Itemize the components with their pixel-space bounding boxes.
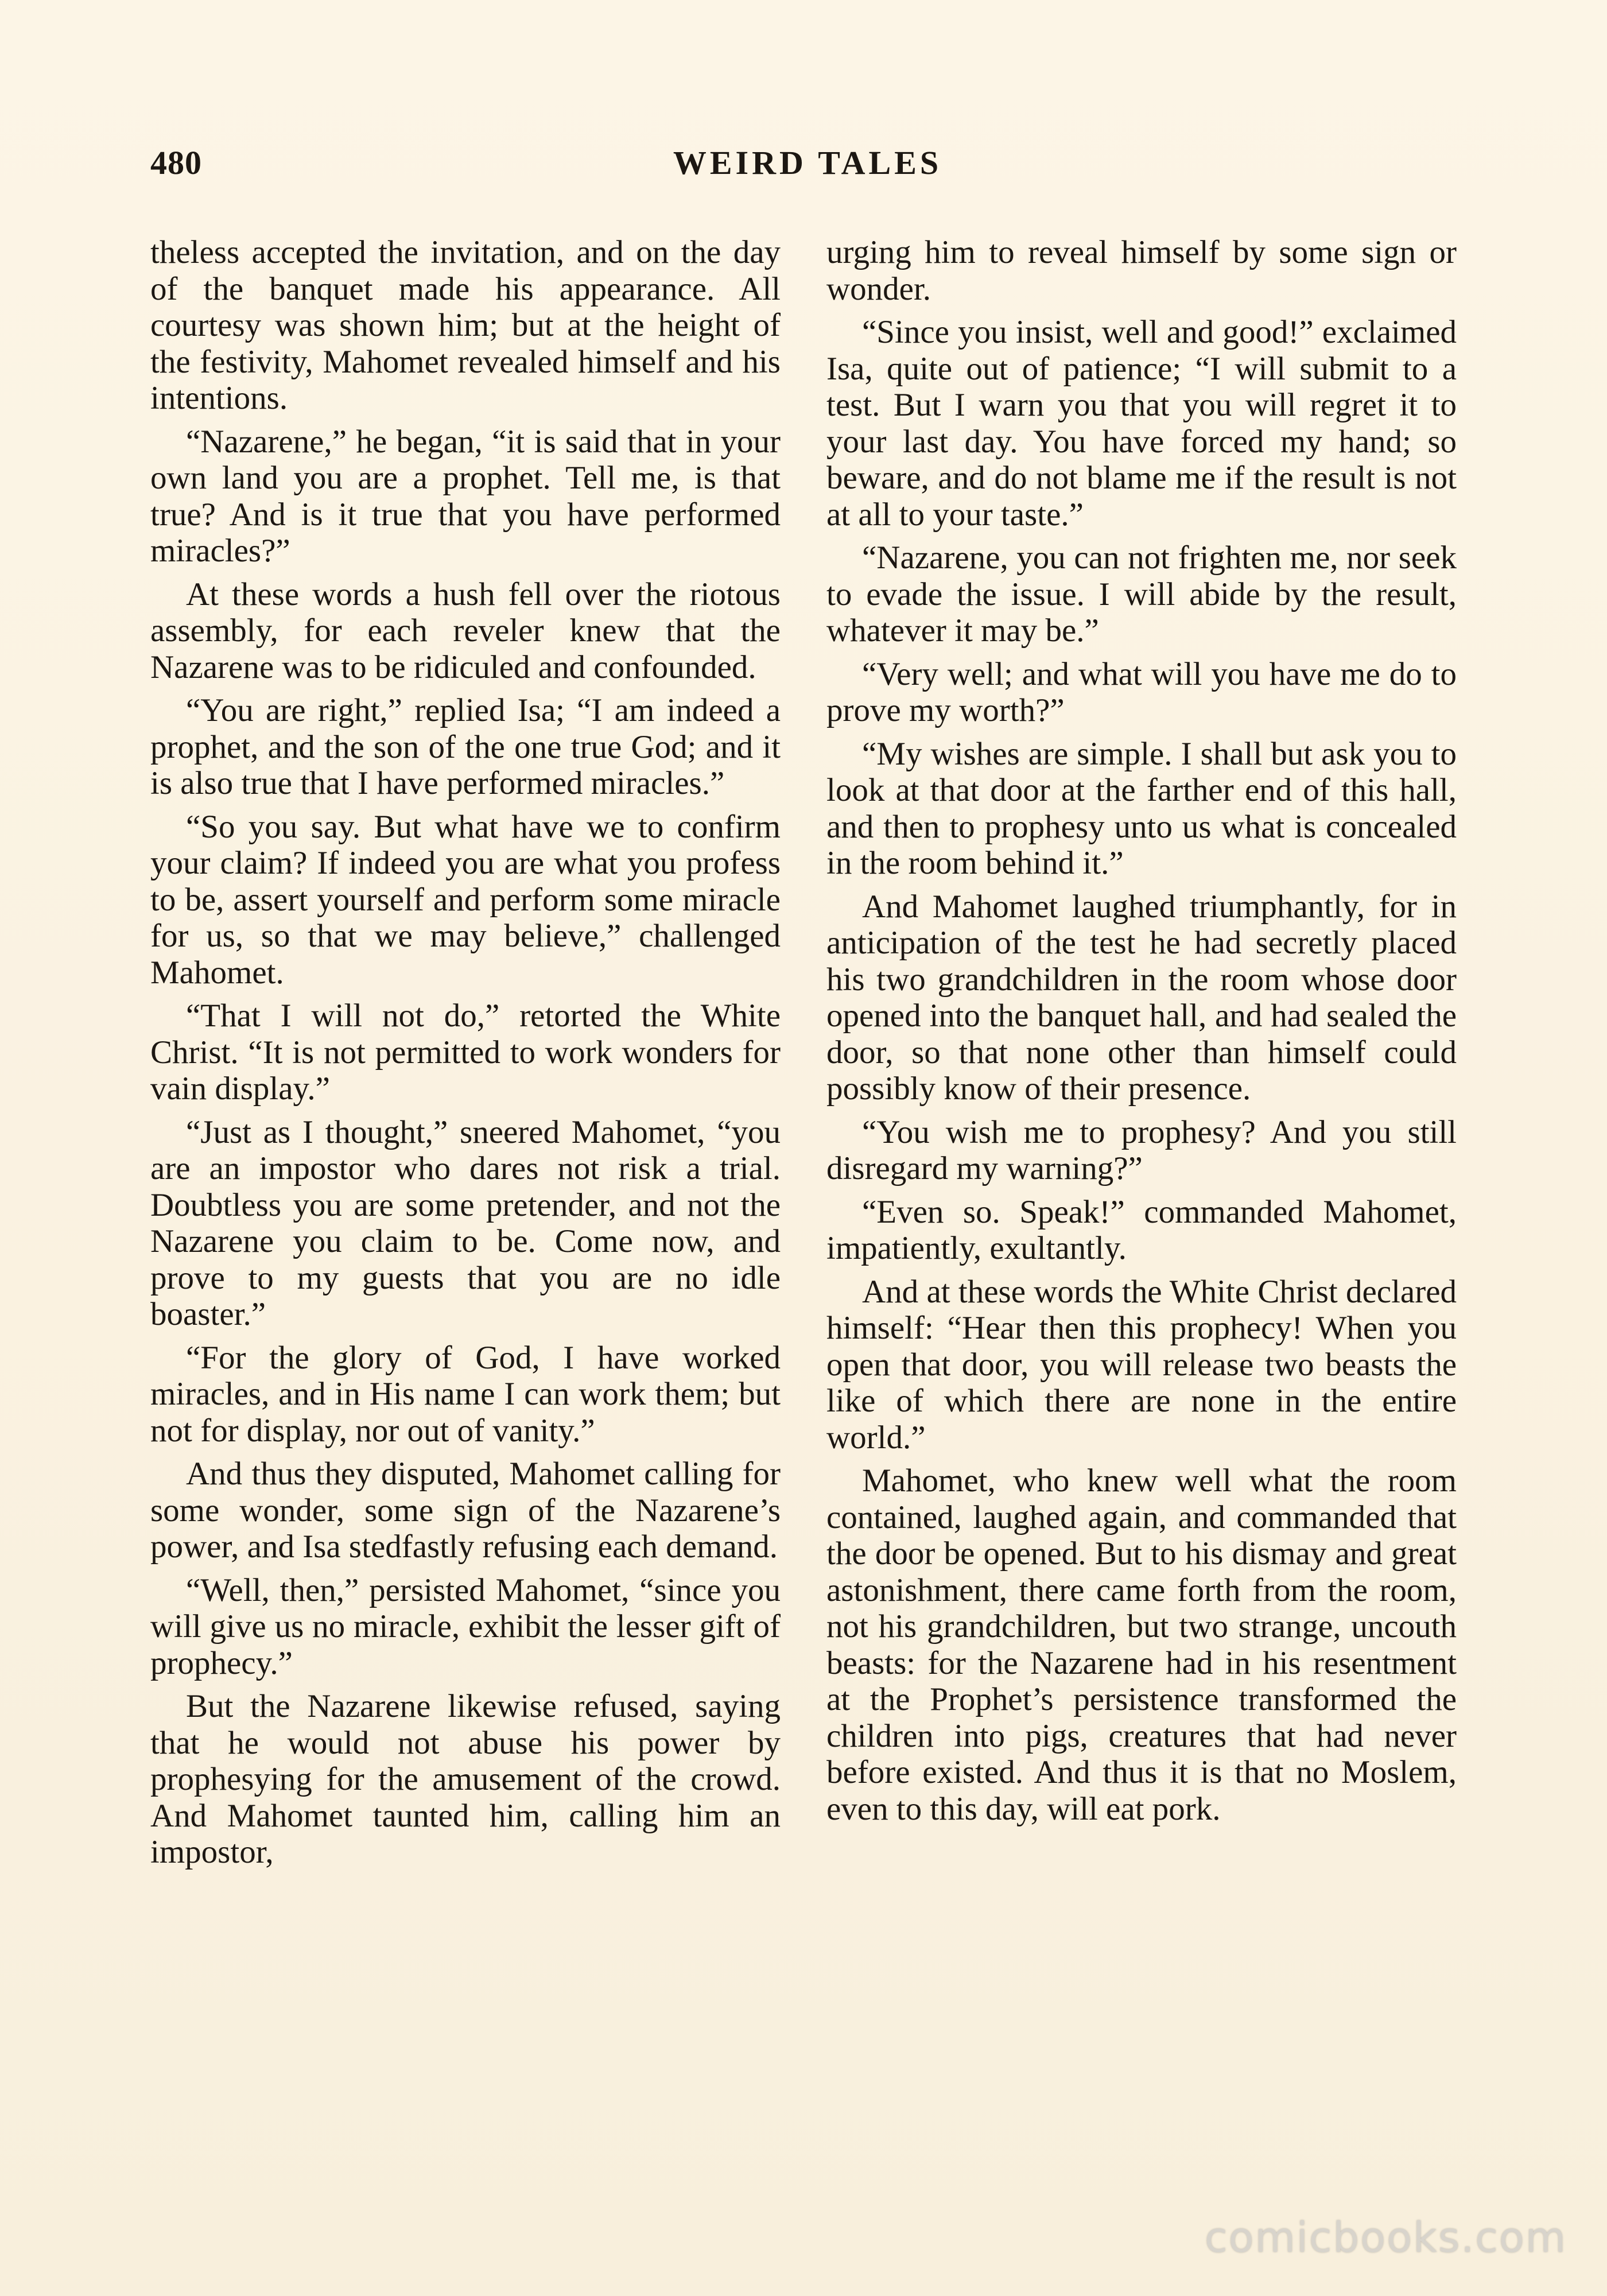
paragraph: “Just as I thought,” sneered Mahomet, “you are an impostor who dares not risk a trial. Doubtless you are some pretender, and not the Nazarene you claim to be. Come now, and prove to my guests that you are no idle boaster.” [150,1114,781,1332]
right-column [826,234,1457,1834]
paragraph: “Nazarene, you can not frighten me, nor seek to evade the issue. I will abide by the result, whatever it may be.” [826,540,1457,649]
paragraph: “So you say. But what have we to confirm your claim? If indeed you are what you profess to be, assert yourself and perform some miracle for us, so that we may believe,” challenged Mahomet. [150,808,781,991]
running-head: WEIRD TALES [673,144,942,181]
paragraph: And Mahomet laughed triumphantly, for in anticipation of the test he had secretly placed his two grandchildren in the room whose door opened into the banquet hall, and had sealed the door, so that none other than himself could possibly know of their presence. [826,888,1457,1107]
paragraph: “For the glory of God, I have worked miracles, and in His name I can work them; but not for display, nor out of vanity.” [150,1339,781,1449]
paragraph: “That I will not do,” retorted the White Christ. “It is not permitted to work wonders for vain display.” [150,998,781,1107]
paragraph: “My wishes are simple. I shall but ask you to look at that door at the farther end of this hall, and then to prophesy unto us what is concealed in the room behind it.” [826,735,1457,881]
paragraph: “Even so. Speak!” commanded Mahomet, impatiently, exultantly. [826,1193,1457,1266]
paragraph: “You are right,” replied Isa; “I am indeed a prophet, and the son of the one true God; and it is also true that I have performed miracles.” [150,692,781,801]
page-header [150,144,1465,189]
paragraph: theless accepted the invitation, and on the day of the banquet made his appearance. All courtesy was shown him; but at the height of the festivity, Mahomet revealed himself and his intentions. [150,234,781,416]
paragraph: And thus they disputed, Mahomet calling for some wonder, some sign of the Nazarene’s power, and Isa stedfastly refusing each demand. [150,1456,781,1565]
paragraph: “You wish me to prophesy? And you still disregard my warning?” [826,1114,1457,1186]
paragraph: “Well, then,” persisted Mahomet, “since you will give us no miracle, exhibit the lesser gift of prophecy.” [150,1572,781,1681]
paragraph: urging him to reveal himself by some sign or wonder. [826,234,1457,307]
paragraph: “Since you insist, well and good!” exclaimed Isa, quite out of patience; “I will submit to a test. But I warn you that you will regret it to your last day. You have forced my hand; so beware, and do not blame me if the result is not at all to your taste.” [826,314,1457,533]
left-column [150,234,781,1878]
paragraph: Mahomet, who knew well what the room contained, laughed again, and commanded that the door be opened. But to his dismay and great astonishment, there came forth from the room, not his grandchildren, but two strange, uncouth beasts: for the Nazarene had in his resentment at the Prophet’s persistence transformed the children into pigs, creatures that had never before existed. And thus it is that no Moslem, even to this day, will eat pork. [826,1463,1457,1827]
paragraph: “Very well; and what will you have me do to prove my worth?” [826,656,1457,728]
paragraph: But the Nazarene likewise refused, saying that he would not abuse his power by prophesying for the amusement of the crowd. And Mahomet taunted him, calling him an impostor, [150,1688,781,1870]
watermark: comicbooks.com [1204,2213,1567,2262]
paragraph: At these words a hush fell over the riotous assembly, for each reveler knew that the Nazarene was to be ridiculed and confounded. [150,576,781,685]
paragraph: “Nazarene,” he began, “it is said that in your own land you are a prophet. Tell me, is that true? And is it true that you have performed miracles?” [150,423,781,569]
page-number: 480 [150,144,202,181]
paragraph: And at these words the White Christ declared himself: “Hear then this prophecy! When you open that door, you will release two beasts the like of which there are none in the entire world.” [826,1273,1457,1456]
